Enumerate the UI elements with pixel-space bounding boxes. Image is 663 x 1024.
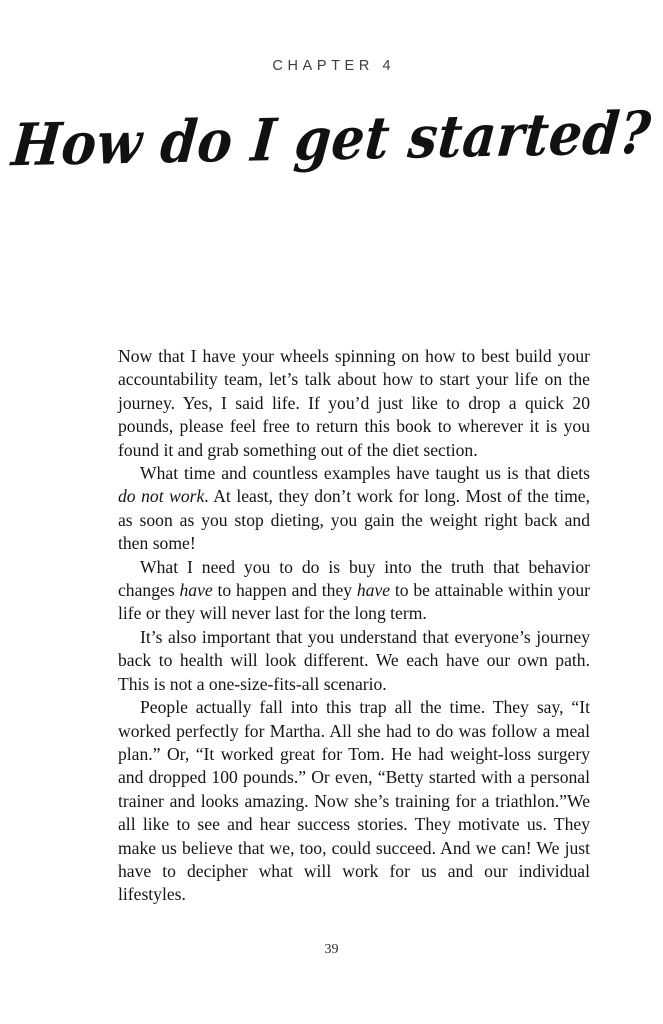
paragraph-3-segment-3: to be attainable within your life or they will never last for the long term. — [118, 580, 590, 624]
paragraph-3-segment-1: What I need you to do is buy into the truth that behavior changes — [118, 556, 590, 601]
paragraph-5-text: People actually fall into this trap all the time. They say, “It worked perfectly for Martha. All she had to do was follow a meal plan.” Or, “It worked great for Tom. He had weight-loss surgery and dropped 100 pounds.” Or even, “Betty started with a personal trainer and looks amazing. Now she’s training for a triathlon.”We all like to see and hear success stories. They motivate us. They make us believe that we, too, could succeed. And we can! We just have to decipher what will work for us and our individual lifestyles. — [118, 697, 590, 905]
paragraph-3 — [118, 556, 590, 626]
paragraph-1-text: Now that I have your wheels spinning on how to best build your accountability team, let’s talk about how to start your life on the journey. Yes, I said life. If you’d just like to drop a quick 20 pounds, please feel free to return this book to wherever it is you found it and grab something out of the diet section. — [118, 346, 590, 460]
paragraph-4-text: It’s also important that you understand that everyone’s journey back to health will look different. We each have our own path. This is not a one-size-fits-all scenario. — [118, 626, 590, 694]
paragraph-2-text-after-italic: . At least, they don’t work for long. Most of the time, as soon as you stop dieting, you gain the weight right back and then some! — [118, 486, 590, 554]
paragraph-3-segment-2: to happen and they — [212, 580, 357, 601]
paragraph-2-emphasis: do not work — [118, 486, 205, 507]
body-text-block — [118, 345, 590, 907]
paragraph-5 — [118, 696, 590, 907]
chapter-label: CHAPTER 4 — [272, 58, 396, 74]
paragraph-2 — [118, 462, 590, 556]
paragraph-2-text-before-italic: What time and countless examples have taught us is that diets — [140, 463, 590, 484]
paragraph-3-emphasis-1: have — [179, 580, 213, 601]
chapter-title — [0, 98, 663, 183]
chapter-title-text: How do I get started? — [9, 99, 654, 180]
paragraph-3-emphasis-2: have — [356, 580, 391, 601]
page-number: 39 — [324, 942, 339, 957]
paragraph-1 — [118, 345, 590, 462]
paragraph-4 — [118, 626, 590, 696]
